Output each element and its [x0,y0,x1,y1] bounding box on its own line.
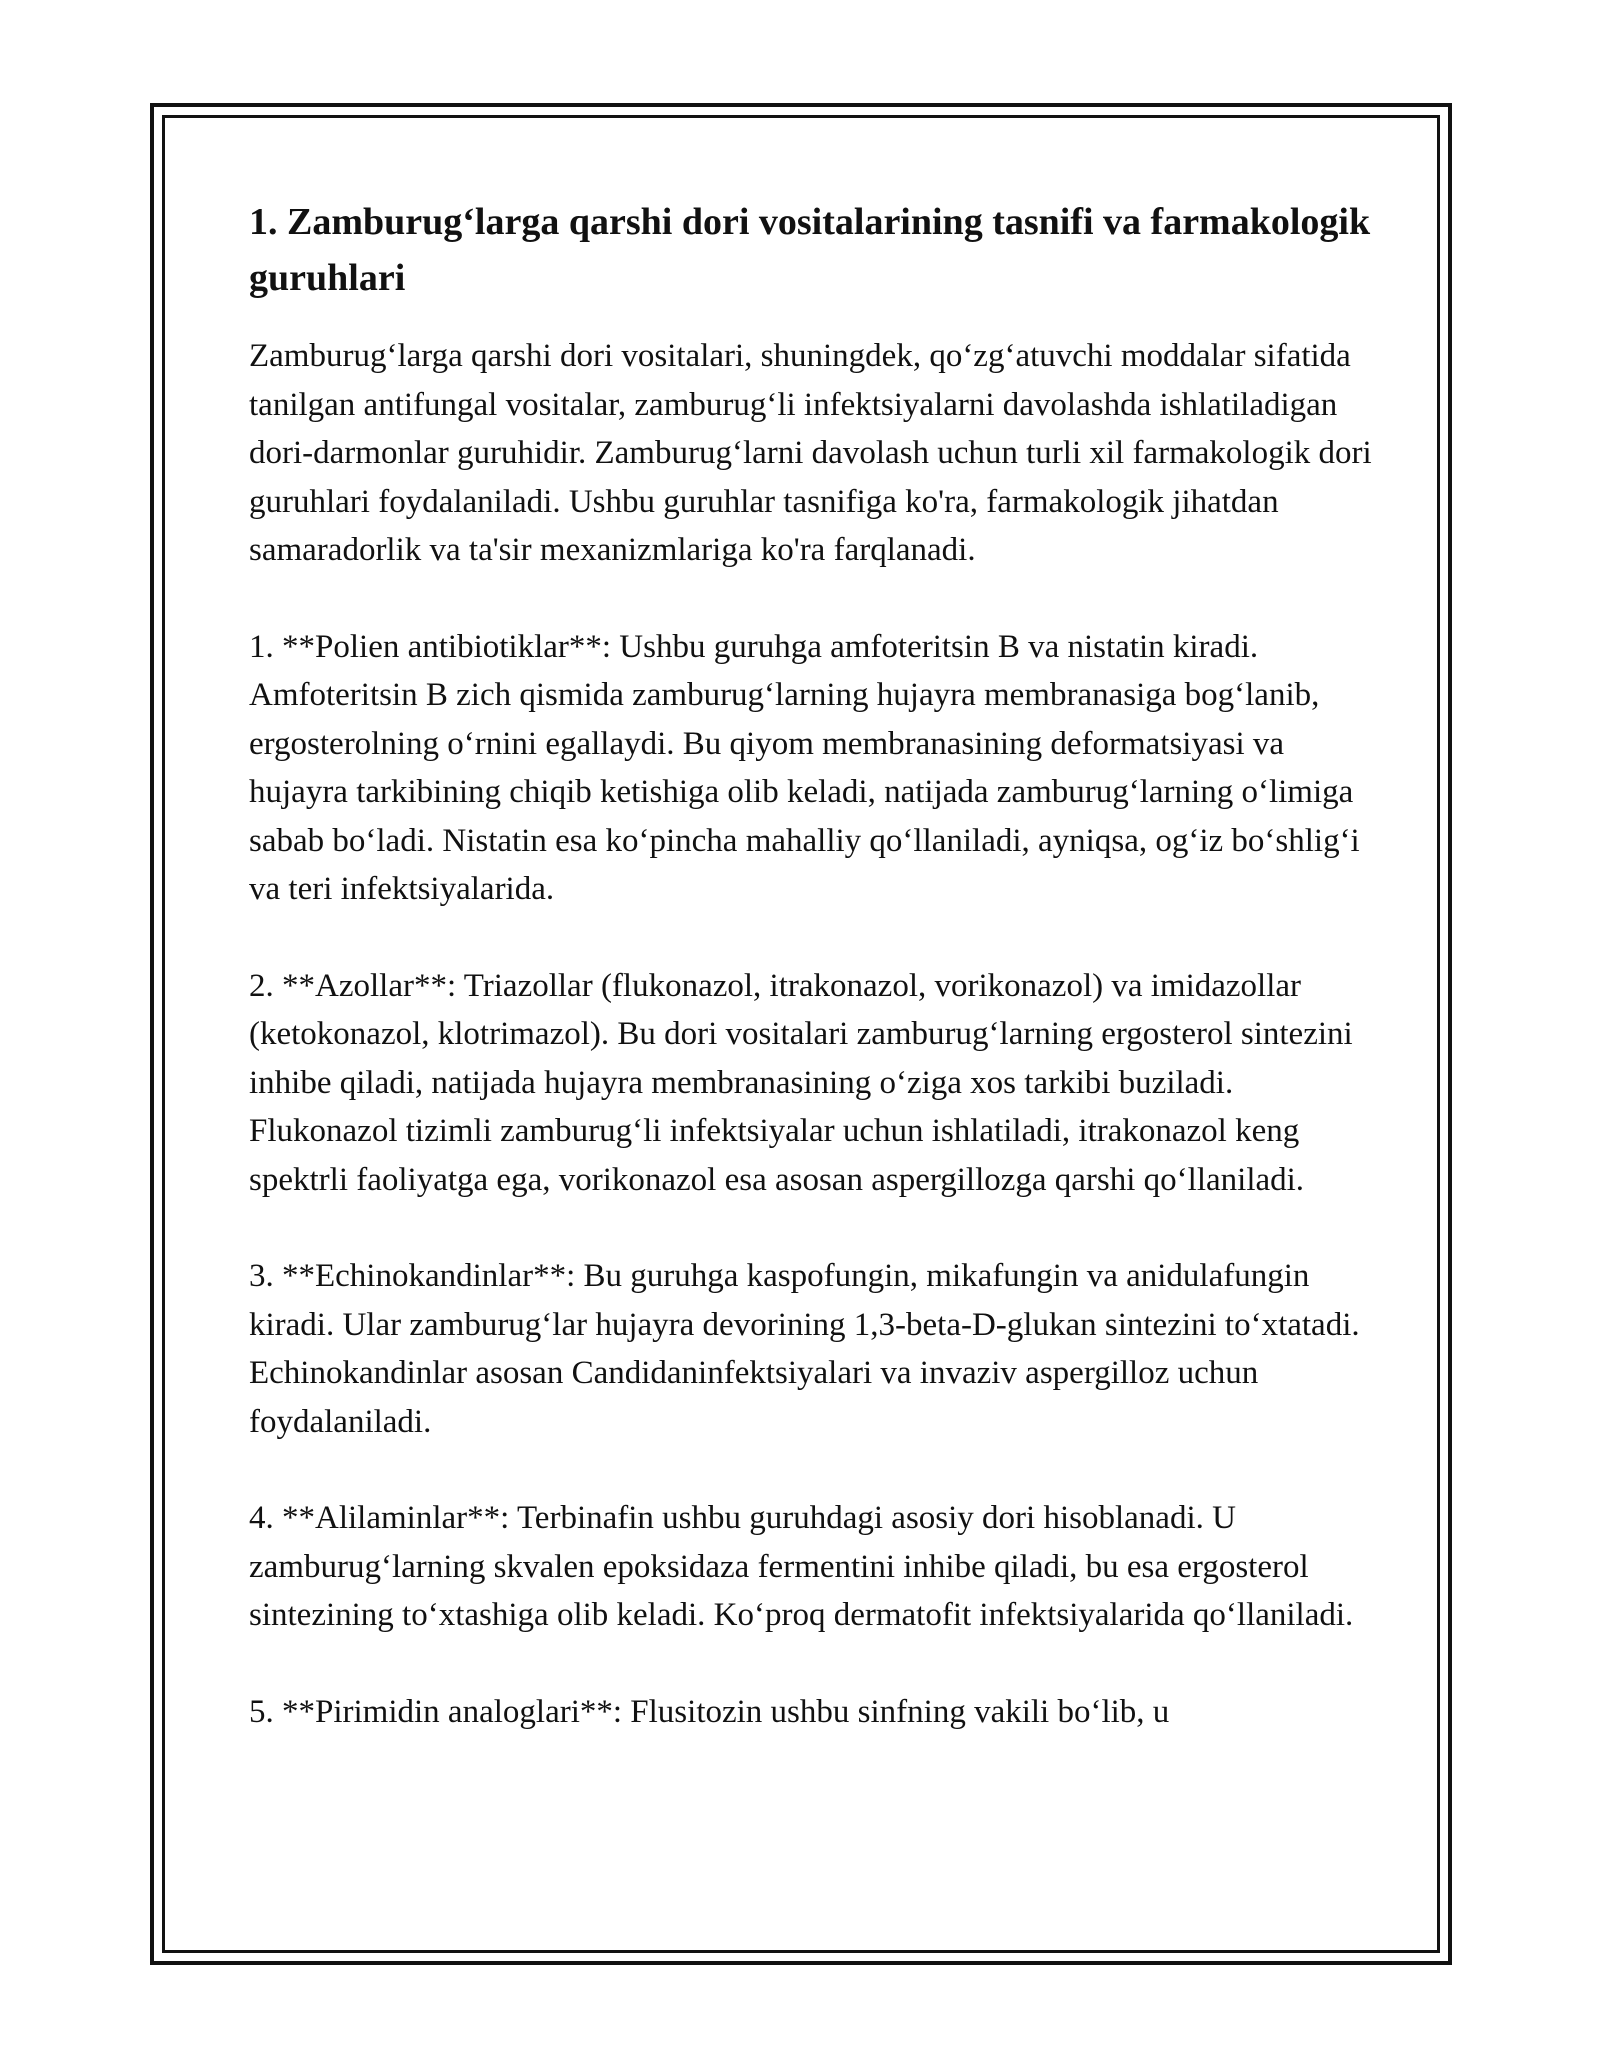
paragraph-alilaminlar: 4. **Alilaminlar**: Terbinafin ushbu guruhdagi asosiy dori hisoblanadi. U zamburug‘larning skvalen epoksidaza fermentini inhibe qiladi, bu esa ergosterol sintezining to‘xtashiga olib keladi. Ko‘proq dermatofit infektsiyalarida qo‘llaniladi. [249,1500,1354,1633]
page-border-inner [162,115,1440,1953]
intro-paragraph: Zamburug‘larga qarshi dori vositalari, shuningdek, qo‘zg‘atuvchi moddalar sifatida tanilgan antifungal vositalar, zamburug‘li infektsiyalarni davolashda ishlatiladigan dori-darmonlar guruhidir. Zamburug‘larni davolash uchun turli xil farmakologik dori guruhlari foydalaniladi. Ushbu guruhlar tasnifiga ko'ra, farmakologik jihatdan samaradorlik va ta'sir mexanizmlariga ko'ra farqlanadi. [249,338,1372,568]
paragraph-echinokandinlar: 3. **Echinokandinlar**: Bu guruhga kaspofungin, mikafungin va anidulafungin kiradi. Ular zamburug‘lar hujayra devorining 1,3-beta-D-glukan sintezini to‘xtatadi. Echinokandinlar asosan Candidaninfektsiyalari va invaziv aspergilloz uchun foydalaniladi. [249,1258,1360,1440]
paragraph-polien-antibiotiklar: 1. **Polien antibiotiklar**: Ushbu guruhga amfoteritsin B va nistatin kiradi. Amfoteritsin B zich qismida zamburug‘larning hujayra membranasiga bog‘lanib, ergosterolning o‘rnini egallaydi. Bu qiyom membranasining deformatsiyasi va hujayra tarkibining chiqib ketishiga olib keladi, natijada zamburug‘larning o‘limiga sabab bo‘ladi. Nistatin esa ko‘pincha mahalliy qo‘llaniladi, ayniqsa, og‘iz bo‘shlig‘i va teri infektsiyalarida. [249,628,1360,907]
section-heading: 1. Zamburug‘larga qarshi dori vositalarining tasnifi va farmakologik guruhlari [249,201,1371,299]
paragraph-azollar: 2. **Azollar**: Triazollar (flukonazol, itrakonazol, vorikonazol) va imidazollar (ketokonazol, klotrimazol). Bu dori vositalari zamburug‘larning ergosterol sintezini inhibe qiladi, natijada hujayra membranasining o‘ziga xos tarkibi buziladi. Flukonazol tizimli zamburug‘li infektsiyalar uchun ishlatiladi, itrakonazol keng spektrli faoliyatga ega, vorikonazol esa asosan aspergillozga qarshi qo‘llaniladi. [249,967,1353,1198]
document-body [249,194,1379,1784]
paragraph-pirimidin-analoglari: 5. **Pirimidin analoglari**: Flusitozin ushbu sinfning vakili bo‘lib, u [249,1693,1170,1730]
page-border-outer [150,103,1452,1965]
